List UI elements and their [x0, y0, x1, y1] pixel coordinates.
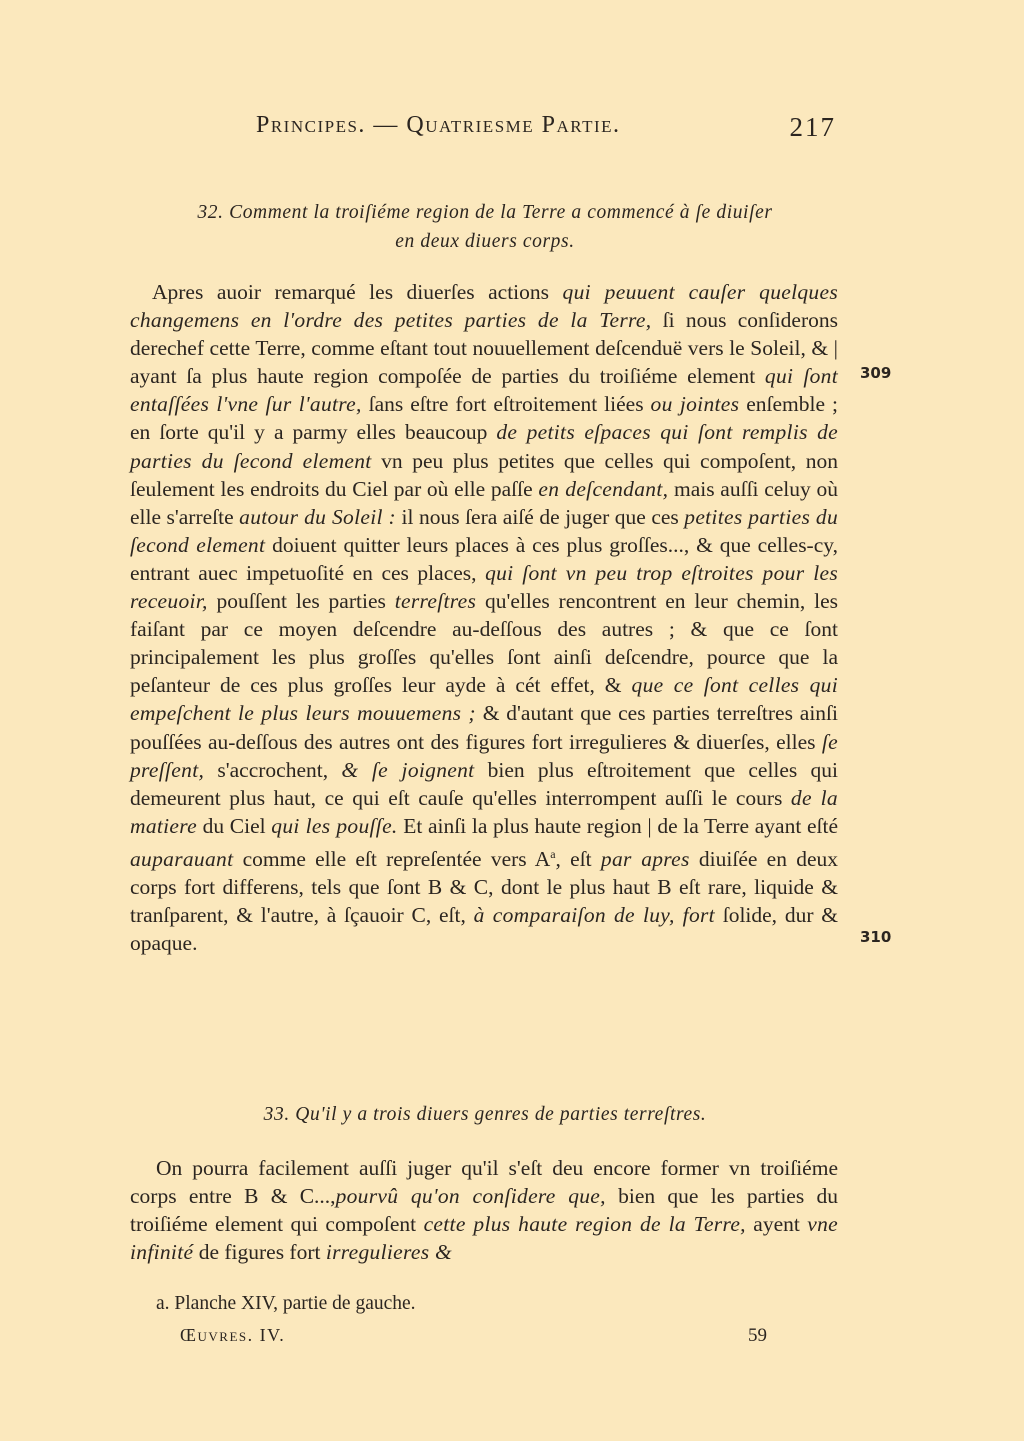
text-run: s'accrochent,: [204, 757, 342, 782]
text-run: du Ciel: [196, 813, 272, 838]
italic-run: de petits eſpaces qui ſont remplis de parties du ſecond element: [130, 420, 838, 473]
text-run: diuiſée en deux corps fort differens, tels que ſont B & C, dont le plus haut B eſt rare, liquide & tranſparent, & l'autre, à ſçauoir C, eſt,: [130, 847, 838, 928]
footnote: a. Planche XIV, partie de gauche.: [156, 1293, 416, 1314]
italic-run: par apres: [600, 847, 690, 872]
italic-run: qui ſont vn peu trop eſtroites pour les receuoir,: [130, 560, 838, 614]
italic-run: qui peuuent cauſer quelques changemens en l'ordre des petites parties de la Terre,: [130, 280, 838, 333]
page-header: [256, 112, 836, 152]
text-run: pouſſent les parties: [207, 589, 395, 614]
running-title: Principes. — Quatriesme Partie.: [256, 112, 621, 138]
italic-run: en deſcendant,: [538, 476, 669, 501]
text-run: Apres auoir remarqué les diuerſes actions: [152, 280, 563, 304]
text-run: qu'elles rencontrent en leur chemin, les faiſant par ce moyen deſcendre au-deſſous des autres ; & que ce ſont principalement les plus groſſes qu'elles ſont ainſi deſcendre, pource que la peſanteur de ces plus groſſes leur ayde à cét effet, &: [130, 589, 839, 698]
section-32-heading: [130, 198, 840, 256]
italic-run: irregulieres &: [325, 1240, 453, 1265]
italic-run: & ſe joignent: [341, 757, 475, 782]
text-run: & d'autant que ces parties terreſtres ainſi pouſſées au-deſſous des autres ont des figures fort irregulieres & diuerſes, elles: [130, 701, 839, 754]
italic-run: de la matiere: [130, 785, 838, 838]
italic-run: à comparaiſon de luy, fort: [473, 903, 715, 928]
sheet-number: 59: [748, 1325, 767, 1346]
italic-run: cette plus haute region de la Terre,: [423, 1212, 746, 1237]
text-run: mais auſſi celuy où elle s'arreſte: [130, 476, 838, 529]
text-run: On pourra facilement auſſi juger qu'il s'eſt deu encore former vn troiſiéme corps entre B & C...,: [130, 1156, 838, 1209]
text-run: Et ainſi la plus haute region | de la Terre ayant eſté: [397, 813, 838, 838]
italic-run: pourvû qu'on conſidere que,: [335, 1184, 606, 1209]
section-32-heading-line2: en deux diuers corps.: [395, 231, 575, 252]
text-run: ayent: [745, 1212, 808, 1237]
italic-run: ou jointes: [650, 392, 740, 417]
italic-run: qui ſont entaſſées l'vne ſur l'autre,: [130, 364, 838, 417]
italic-run: vne infinité: [130, 1212, 839, 1265]
signature-mark: Œuvres. IV.: [180, 1325, 286, 1345]
text-run: bien plus eſtroitement que celles qui demeurent plus haut, ce qui eſt cauſe qu'elles interrompent auſſi le cours: [130, 757, 839, 810]
text-run: de figures fort: [193, 1240, 326, 1265]
section-33-paragraph: [130, 1154, 838, 1266]
text-run: , eſt: [555, 847, 601, 872]
text-run: ſolide, dur & opaque.: [130, 903, 838, 956]
text-run: ſans eſtre fort eſtroitement liées: [361, 392, 651, 417]
italic-run: ſe preſſent,: [130, 729, 838, 782]
text-run: ſi nous conſiderons derechef cette Terre, comme eſtant tout nouuellement deſcenduë vers le Soleil, & | ayant ſa plus haute region compoſée de parties du troiſiéme element: [130, 308, 839, 389]
italic-run: qui les pouſſe.: [271, 813, 398, 838]
italic-run: que ce ſont celles qui empeſchent le plus leurs mouuemens ;: [130, 673, 839, 726]
margin-number-309: 309: [860, 364, 892, 382]
text-run: doiuent quitter leurs places à ces plus groſſes..., & que celles-cy, entrant auec impetuoſité en ces places,: [130, 532, 838, 585]
text-run: il nous ſera aiſé de juger que ces: [396, 504, 685, 529]
italic-run: terreſtres: [394, 589, 477, 614]
italic-run: auparauant: [130, 847, 234, 872]
italic-run: autour du Soleil :: [239, 504, 397, 529]
section-32-paragraph: [130, 278, 838, 957]
page-number: 217: [789, 112, 836, 142]
text-run: vn peu plus petites que celles qui compoſent, non ſeulement les endroits du Ciel par où elle paſſe: [130, 448, 838, 501]
text-run: bien que les parties du troiſiéme element qui compoſent: [130, 1184, 838, 1237]
section-33-heading: 33. Qu'il y a trois diuers genres de parties terreſtres.: [263, 1104, 707, 1125]
text-run: enſemble ; en ſorte qu'il y a parmy elles beaucoup: [130, 392, 838, 445]
italic-run: petites parties du ſecond element: [130, 504, 839, 557]
text-run: comme elle eſt repreſentée vers A: [233, 847, 551, 872]
margin-number-310: 310: [860, 928, 892, 946]
footnote-ref: a: [550, 846, 556, 861]
section-32-heading-line1: 32. Comment la troiſiéme region de la Terre a commencé à ſe diuiſer: [197, 202, 773, 223]
